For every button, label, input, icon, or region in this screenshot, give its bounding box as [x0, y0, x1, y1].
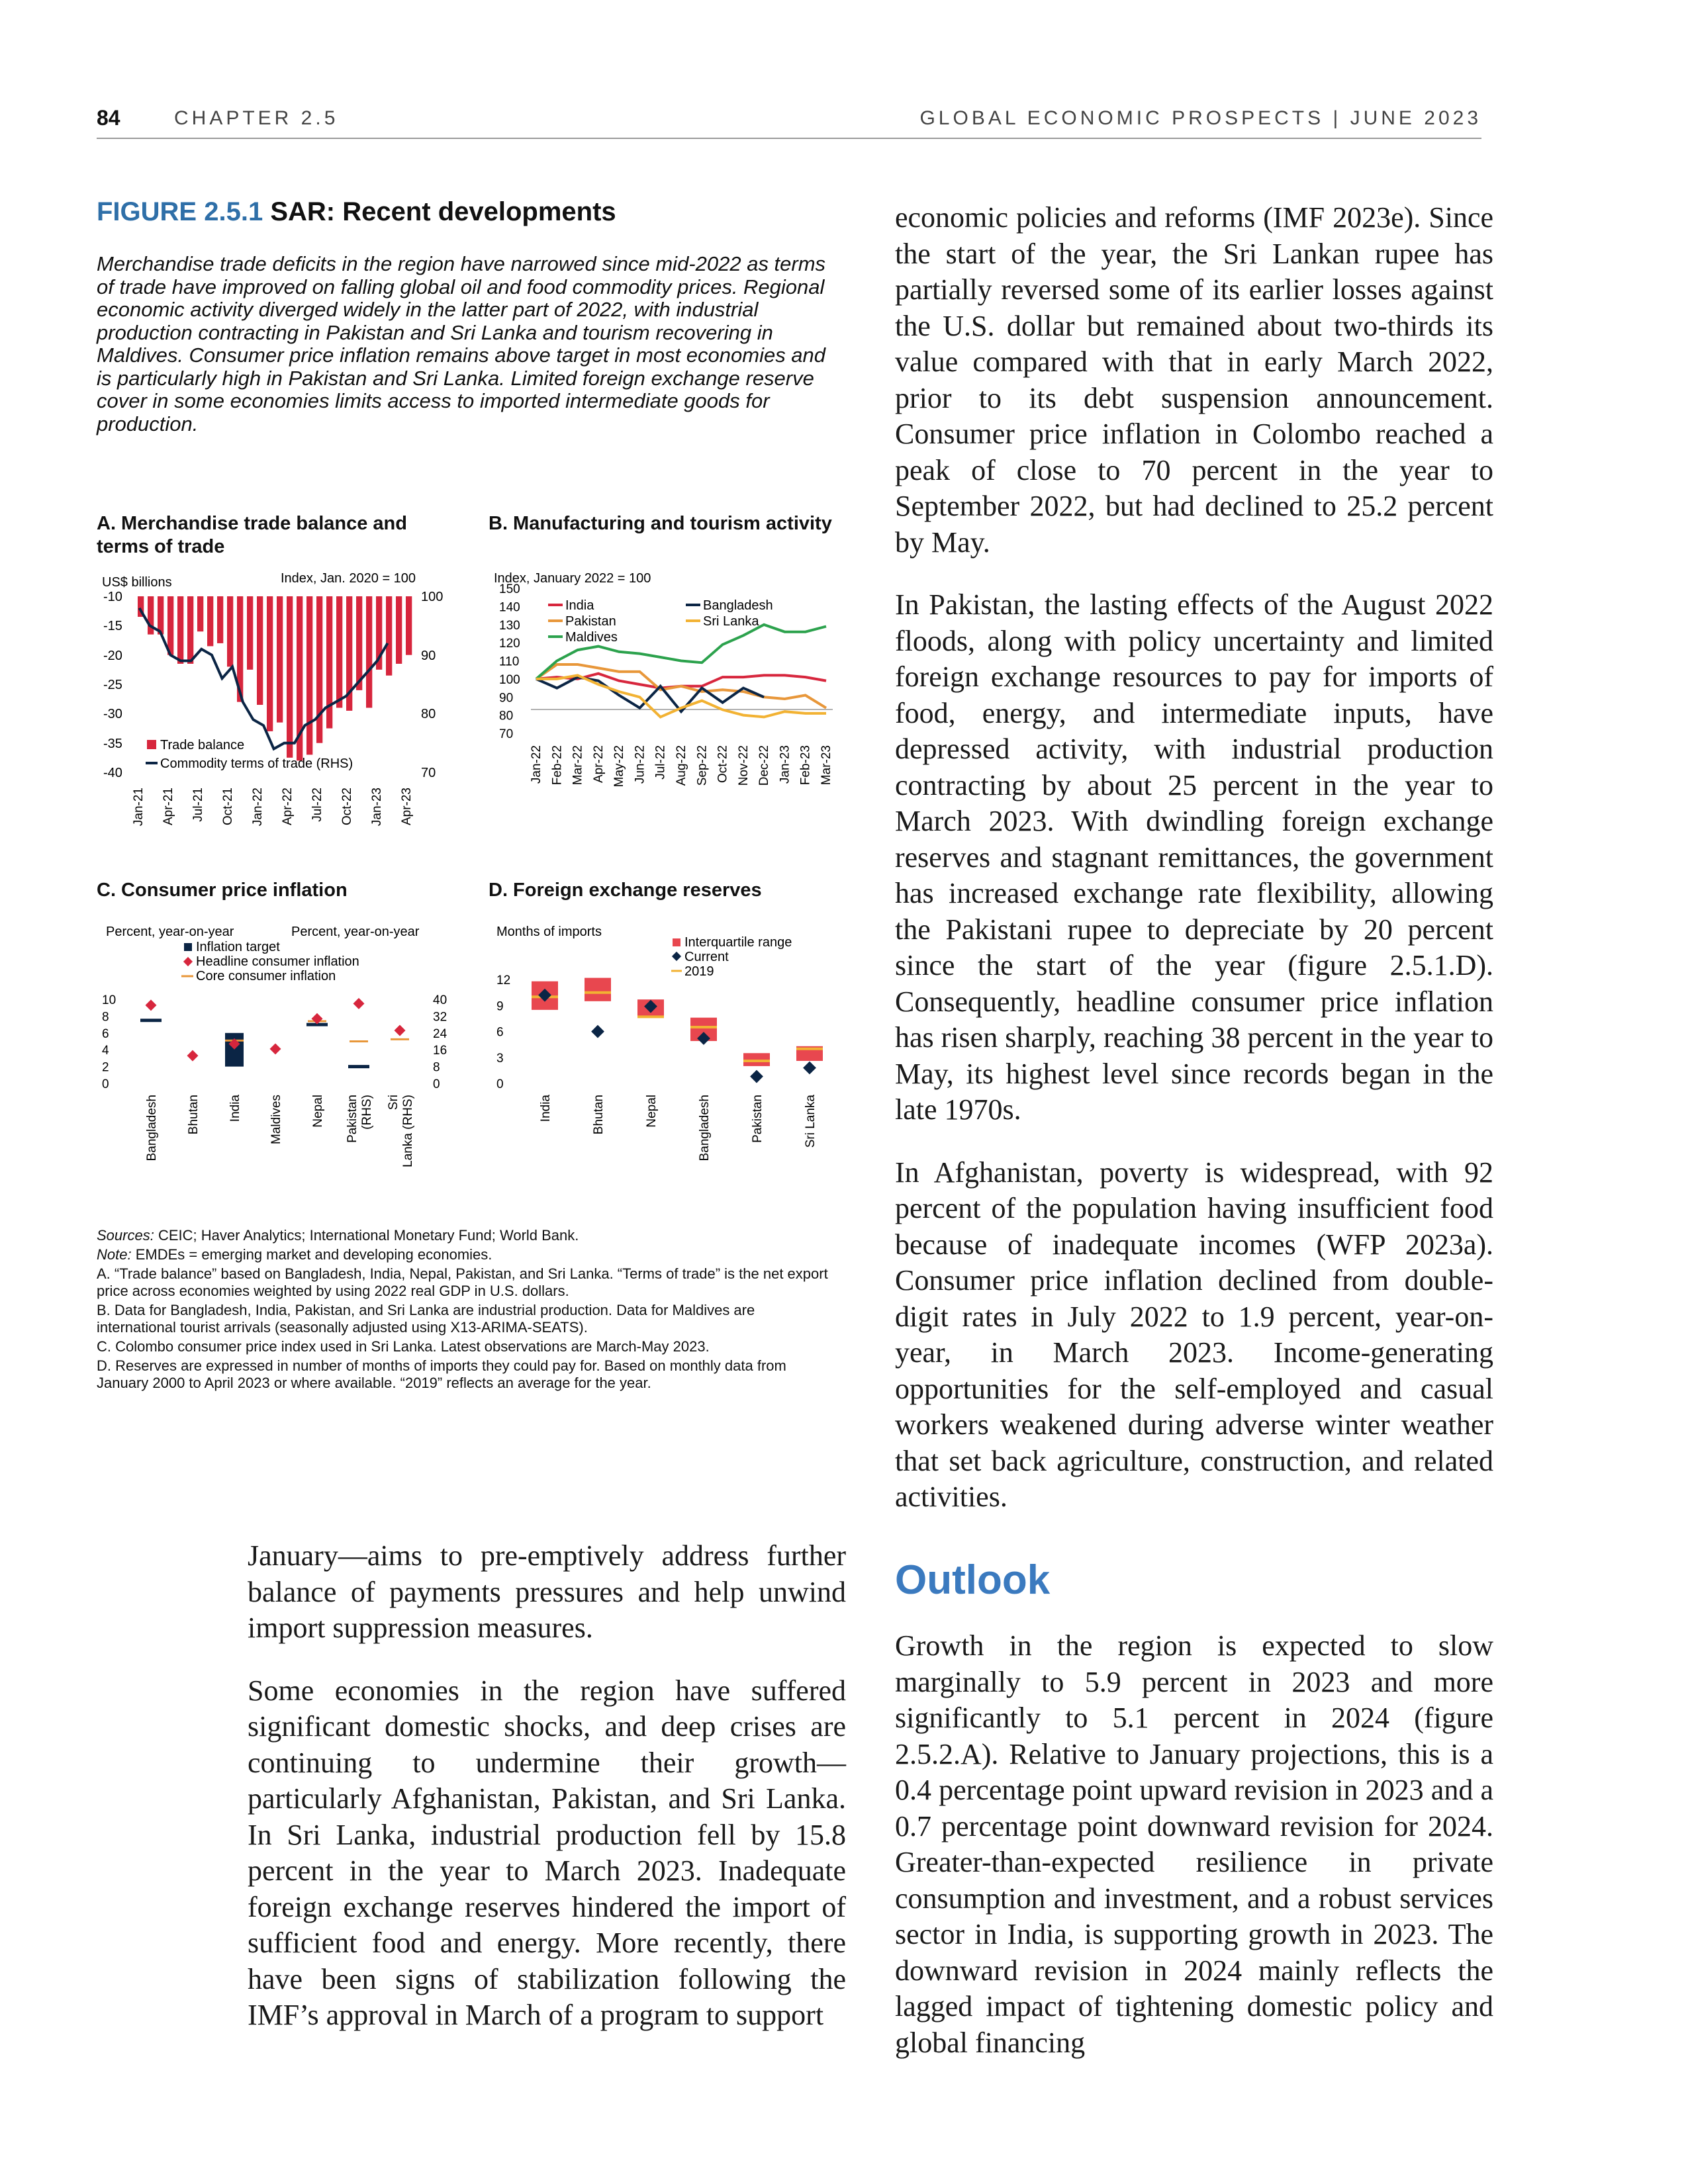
- right-paragraph-3: In Afghanistan, poverty is widespread, with 92 percent of the population having insufficient food because of inadequate incomes (WFP 2023a). Consumer price inflation declined from double-digit rates in July 2022 to 1.9 percent, year-on-year, in March 2023. Income-generating opportunities for the self-employed and casual workers weakened during adverse winter weather that set back agriculture, construction, and related activities.: [895, 1156, 1493, 1513]
- panel-c-ytick-left: 6: [102, 1026, 109, 1041]
- notes-a: A. “Trade balance” based on Bangladesh, India, Nepal, Pakistan, and Sri Lanka. “Terms of trade” is the net export price across economies weighted by using 2022 real GDP in U.S. dollars.: [97, 1265, 828, 1299]
- panel-a-ytick-right: 80: [421, 707, 436, 721]
- panel-a-title: A. Merchandise trade balance and terms of trade: [97, 513, 407, 557]
- legend-inflation-target: Inflation target: [196, 940, 280, 954]
- trade-balance-bar: [326, 596, 332, 729]
- panel-d-ytick: 12: [496, 974, 511, 988]
- trade-balance-bar: [396, 596, 402, 664]
- panel-a-xtick: Oct-22: [340, 788, 354, 826]
- panel-c-xtick: Sri: [387, 1095, 400, 1111]
- panel-c-xtick: Bhutan: [187, 1095, 201, 1135]
- trade-balance-bar: [336, 596, 342, 707]
- headline-inflation-marker: [312, 1013, 323, 1024]
- headline-inflation-marker: [395, 1025, 406, 1036]
- current-reserves-marker: [591, 1025, 604, 1038]
- panel-b-ytick: 90: [499, 691, 514, 705]
- line-pakistan: [536, 664, 826, 708]
- interquartile-range-bar: [585, 978, 611, 1001]
- figure-title-text: SAR: Recent developments: [270, 197, 616, 226]
- panel-c-ytick-right: 32: [433, 1010, 447, 1024]
- panel-c-yticks: [102, 993, 447, 1091]
- panel-c-ytick-left: 4: [102, 1044, 109, 1058]
- trade-balance-bar: [158, 596, 164, 635]
- legend-trade-balance-swatch: [147, 740, 156, 749]
- notes-sources-label: Sources:: [97, 1227, 154, 1244]
- legend-interquartile: Interquartile range: [684, 935, 792, 950]
- trade-balance-bar: [267, 596, 273, 731]
- panel-b-xtick: Dec-22: [757, 745, 772, 786]
- panel-d-xtick: Nepal: [645, 1095, 659, 1128]
- panel-c-title: C. Consumer price inflation: [97, 880, 348, 901]
- left-body-text: [248, 1538, 846, 2060]
- notes-note: [97, 1246, 831, 1263]
- panel-a-ytick-left: -15: [103, 619, 122, 633]
- panel-a-xtick: Jul-22: [310, 788, 324, 822]
- panel-b-ytick: 150: [499, 582, 520, 596]
- legend-maldives: Maldives: [565, 630, 618, 645]
- panel-b-ytick: 110: [499, 655, 520, 669]
- panel-c-ytick-right: 8: [433, 1060, 440, 1075]
- trade-balance-bar: [257, 596, 263, 705]
- panel-b-xtick: Mar-22: [571, 745, 585, 786]
- legend-india: India: [565, 598, 594, 613]
- headline-inflation-marker: [187, 1050, 199, 1062]
- panel-a-ytick-right: 90: [421, 649, 436, 663]
- panel-d-marks: [532, 978, 823, 1083]
- right-paragraph-4: Growth in the region is expected to slow marginally to 5.9 percent in 2023 and more significantly to 5.1 percent in 2024 (figure 2.5.2.A). Relative to January projections, this is a 0.4 percentage point upward revision in 2023 and a 0.7 percentage point downward revision for 2024. Greater-than-expected resilience in private consumption and investment, and a robust services sector in India, is supporting growth in 2023. The downward revision in 2024 mainly reflects the lagged impact of tightening domestic policy and global financing: [895, 1629, 1493, 2059]
- panel-a-right-axis-label: Index, Jan. 2020 = 100: [281, 571, 416, 586]
- notes-note-label: Note:: [97, 1246, 132, 1263]
- panel-a-ytick-right: 100: [421, 590, 444, 604]
- trade-balance-bar: [316, 596, 322, 743]
- panel-b-xtick: Oct-22: [716, 745, 730, 784]
- outlook-heading: Outlook: [895, 1557, 1051, 1603]
- right-body-text-2: [895, 1628, 1493, 2087]
- panel-a-xtick: Jan-22: [251, 788, 265, 827]
- legend-core-inflation: Core consumer inflation: [196, 969, 336, 983]
- panel-b-xtick: Jan-23: [778, 745, 792, 784]
- right-body-text: [895, 200, 1493, 1542]
- trade-balance-bar: [287, 596, 293, 758]
- legend-headline-swatch: [183, 957, 193, 966]
- panel-a-left-ticks: [103, 590, 122, 780]
- publication-title: GLOBAL ECONOMIC PROSPECTS | JUNE 2023: [919, 107, 1481, 129]
- panel-b-ytick: 120: [499, 637, 520, 651]
- panel-b-title: B. Manufacturing and tourism activity: [489, 513, 832, 534]
- panel-b-xtick: Mar-23: [820, 745, 833, 786]
- trade-balance-bar: [167, 596, 173, 655]
- panel-a-ytick-left: -10: [103, 590, 122, 604]
- panel-a-xtick: Oct-21: [221, 788, 235, 826]
- inflation-target-range: [225, 1033, 244, 1067]
- panel-d-xtick: Sri Lanka: [804, 1095, 818, 1148]
- panel-c-xtick: India: [228, 1095, 242, 1122]
- headline-inflation-marker: [146, 999, 157, 1011]
- panel-b-xtick: Jun-22: [633, 745, 647, 784]
- panel-b-ytick: 80: [499, 709, 514, 723]
- panel-d-xaxis: [539, 1095, 818, 1161]
- notes-note-text: EMDEs = emerging market and developing economies.: [135, 1246, 492, 1263]
- trade-balance-bar: [406, 596, 412, 655]
- headline-inflation-marker: [353, 998, 365, 1009]
- trade-balance-bar: [386, 596, 392, 676]
- panel-a-ytick-left: -35: [103, 737, 122, 751]
- trade-balance-bar: [306, 596, 312, 754]
- trade-balance-bar: [277, 596, 283, 723]
- trade-balance-bar: [247, 596, 253, 670]
- legend-2019: 2019: [684, 964, 714, 979]
- panel-d-xtick: Bangladesh: [698, 1095, 712, 1161]
- panel-c-ytick-right: 24: [433, 1026, 447, 1041]
- trade-balance-bar: [366, 596, 372, 707]
- figure-title: [97, 197, 616, 227]
- panel-c-marks: [140, 998, 409, 1067]
- chart-panel-a: [97, 567, 467, 858]
- panel-b-xtick: Apr-22: [591, 745, 606, 784]
- panel-b-ytick: 140: [499, 600, 520, 615]
- panel-b-xtick: Feb-23: [798, 745, 813, 786]
- figure-caption: Merchandise trade deficits in the region have narrowed since mid-2022 as terms of trade have improved on falling global oil and food commodity prices. Regional economic activity diverged widely in the latter part of 2022, with industrial production contracting in Pakistan and Sri Lanka and tourism recovering in Maldives. Consumer price inflation remains above target in most economies and is particularly high in Pakistan and Sri Lanka. Limited foreign exchange reserve cover in some economies limits access to imported intermediate goods for production.: [97, 252, 826, 435]
- panel-a-xtick: Jan-21: [132, 788, 146, 827]
- panel-d-xtick: Bhutan: [592, 1095, 606, 1135]
- chapter-label: CHAPTER 2.5: [174, 107, 339, 129]
- legend-pakistan: Pakistan: [565, 614, 616, 629]
- panel-b-yticks: [499, 582, 520, 741]
- legend-iqr-swatch: [673, 938, 680, 946]
- headline-inflation-marker: [270, 1043, 281, 1054]
- panel-a-xtick: Apr-21: [162, 788, 175, 826]
- legend-bangladesh: Bangladesh: [703, 598, 773, 613]
- panel-d-title: D. Foreign exchange reserves: [489, 880, 762, 901]
- chart-panel-b: [489, 567, 859, 858]
- trade-balance-bar: [227, 596, 233, 666]
- panel-a-xaxis: [132, 788, 414, 826]
- panel-c-xtick: (RHS): [360, 1095, 374, 1130]
- panel-c-xtick: Maldives: [269, 1095, 283, 1144]
- notes-d: D. Reserves are expressed in number of months of imports they could pay for. Based on monthly data from January 2000 to April 2023 or where available. “2019” reflects an average for the year.: [97, 1357, 786, 1391]
- panel-b-xtick: May-22: [612, 745, 627, 788]
- panel-b-axis-label: Index, January 2022 = 100: [494, 571, 651, 586]
- panel-c-ytick-left: 10: [102, 993, 117, 1007]
- legend-headline-inflation: Headline consumer inflation: [196, 954, 359, 969]
- panel-b-xtick: Feb-22: [550, 745, 565, 786]
- legend-tot: Commodity terms of trade (RHS): [160, 756, 353, 771]
- panel-a-left-axis-label: US$ billions: [102, 575, 172, 590]
- notes-sources-text: CEIC; Haver Analytics; International Monetary Fund; World Bank.: [158, 1227, 579, 1244]
- panel-c-ytick-right: 0: [433, 1077, 440, 1091]
- panel-c-ytick-right: 16: [433, 1044, 447, 1058]
- panel-c-xtick: Nepal: [311, 1095, 325, 1128]
- panel-a-ytick-right: 70: [421, 766, 436, 780]
- left-paragraph-1: January—aims to pre-emptively address further balance of payments pressures and help unwind import suppression measures.: [248, 1539, 846, 1644]
- legend-target-swatch: [184, 943, 192, 951]
- current-reserves-marker: [750, 1070, 763, 1083]
- panel-d-axis-label: Months of imports: [496, 925, 602, 939]
- panel-a-xtick: Jan-23: [370, 788, 384, 827]
- right-paragraph-1: economic policies and reforms (IMF 2023e). Since the start of the year, the Sri Lankan rupee has partially reversed some of its earlier losses against the U.S. dollar but remained about two-thirds its value compared with that in early March 2022, prior to its debt suspension announcement. Consumer price inflation in Colombo reached a peak of close to 70 percent in the year to September 2022, but had declined to 25.2 percent by May.: [895, 201, 1493, 559]
- panel-b-xtick: Nov-22: [736, 745, 751, 786]
- panel-a-ytick-left: -40: [103, 766, 122, 780]
- panel-b-xtick: Jul-22: [653, 745, 668, 780]
- legend-current-swatch: [672, 952, 681, 961]
- trade-balance-bar: [207, 596, 213, 646]
- panel-b-xtick: Sep-22: [695, 745, 710, 786]
- panel-b-xaxis: [530, 745, 833, 787]
- panel-c-xtick: Pakistan: [346, 1095, 359, 1143]
- panel-a-xtick: Apr-23: [400, 788, 414, 826]
- panel-a-ytick-left: -25: [103, 678, 122, 692]
- panel-a-ytick-left: -30: [103, 707, 122, 721]
- panel-b-xtick: Jan-22: [530, 745, 543, 784]
- right-paragraph-2: In Pakistan, the lasting effects of the August 2022 floods, along with policy uncertainty and limited foreign exchange resources to pay for imports of food, energy, and intermediate inputs, have depressed activity, with industrial production contracting by about 25 percent in the year to March 2023. With dwindling foreign exchange reserves and stagnant remittances, the government has increased exchange rate flexibility, allowing the Pakistani rupee to depreciate by 20 percent since the start of the year (figure 2.5.1.D). Consequently, headline consumer price inflation has risen sharply, reaching 38 percent in the year to May, its highest level since records began in the late 1970s.: [895, 588, 1493, 1126]
- panel-b-ytick: 70: [499, 727, 514, 741]
- panel-a-ytick-left: -20: [103, 649, 122, 663]
- legend-current: Current: [684, 950, 729, 964]
- trade-balance-bar: [187, 596, 193, 664]
- notes-sources: [97, 1227, 831, 1244]
- panel-a-xtick: Jul-21: [191, 788, 205, 822]
- figure-number: FIGURE 2.5.1: [97, 197, 263, 226]
- header-rule: [97, 138, 1481, 139]
- panel-d-xtick: Pakistan: [751, 1095, 765, 1143]
- trade-balance-bar: [356, 596, 362, 690]
- panel-c-ytick-left: 0: [102, 1077, 109, 1091]
- current-reserves-marker: [803, 1062, 816, 1075]
- legend-srilanka: Sri Lanka: [703, 614, 759, 629]
- panel-d-ytick: 6: [496, 1025, 504, 1040]
- panel-a-right-ticks: [421, 590, 443, 780]
- panel-b-ytick: 130: [499, 618, 520, 633]
- figure-notes: [97, 1227, 831, 1394]
- panel-c-xaxis: [145, 1095, 415, 1167]
- chart-panel-c: [97, 921, 467, 1199]
- panel-d-ytick: 9: [496, 999, 504, 1014]
- page-number: 84: [97, 106, 120, 130]
- chart-panel-d: [489, 921, 859, 1199]
- panel-b-xtick: Aug-22: [675, 745, 688, 786]
- panel-c-left-axis-label: Percent, year-on-year: [106, 925, 234, 939]
- panel-d-ytick: 0: [496, 1077, 504, 1091]
- trade-balance-bar: [177, 596, 183, 664]
- panel-b-ytick: 100: [499, 672, 520, 687]
- panel-c-ytick-left: 2: [102, 1060, 109, 1075]
- legend-trade-balance: Trade balance: [160, 738, 245, 752]
- panel-c-ytick-left: 8: [102, 1010, 109, 1024]
- panel-a-xtick: Apr-22: [281, 788, 295, 826]
- notes-c: C. Colombo consumer price index used in Sri Lanka. Latest observations are March-May 2023.: [97, 1338, 710, 1355]
- panel-c-ytick-right: 40: [433, 993, 447, 1007]
- panel-d-ytick: 3: [496, 1051, 504, 1066]
- panel-c-xtick: Lanka (RHS): [401, 1095, 415, 1167]
- panel-d-xtick: India: [539, 1095, 553, 1122]
- left-paragraph-2: Some economies in the region have suffered significant domestic shocks, and deep crises are continuing to undermine their growth—particularly Afghanistan, Pakistan, and Sri Lanka. In Sri Lanka, industrial production fell by 15.8 percent in the year to March 2023. Inadequate foreign exchange reserves hindered the import of sufficient food and energy. More recently, there have been signs of stabilization following the IMF’s approval in March of a program to support: [248, 1674, 846, 2031]
- panel-c-xtick: Bangladesh: [145, 1095, 159, 1161]
- panel-a-bars: [138, 596, 412, 760]
- panel-d-yticks: [496, 974, 510, 1091]
- trade-balance-bar: [217, 596, 223, 643]
- panel-c-right-axis-label: Percent, year-on-year: [291, 925, 420, 939]
- trade-balance-bar: [197, 596, 203, 631]
- notes-b: B. Data for Bangladesh, India, Pakistan, and Sri Lanka are industrial production. Data for Maldives are international tourist arrivals (seasonally adjusted using X13-ARIMA-SEATS).: [97, 1302, 755, 1336]
